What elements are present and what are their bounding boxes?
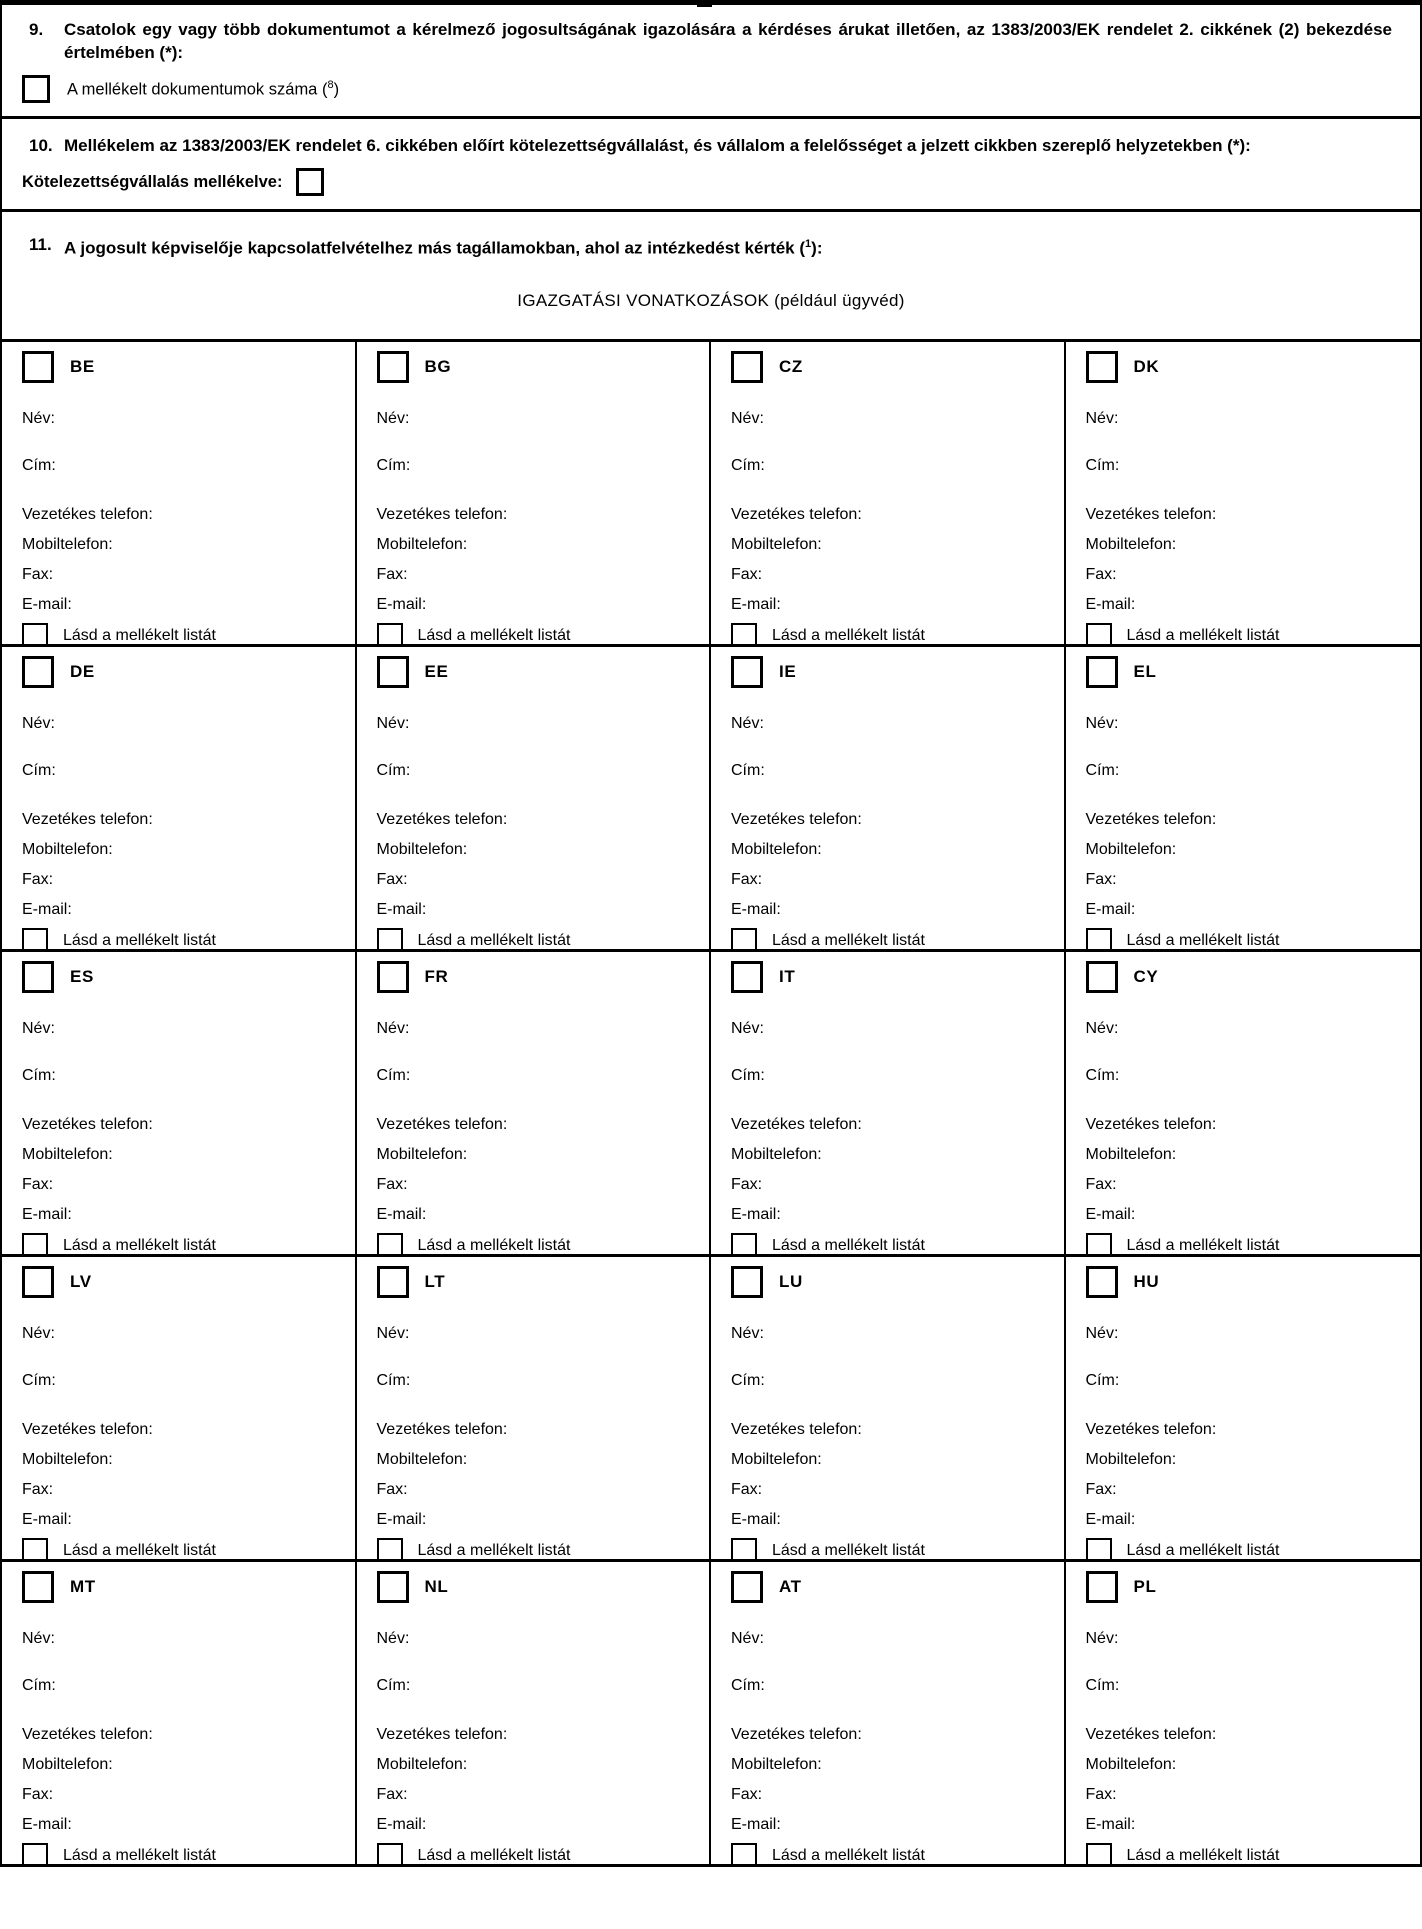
label-fax-LV: Fax: xyxy=(22,1480,54,1498)
see-list-label-PL: Lásd a mellékelt listát xyxy=(1126,1846,1280,1864)
country-EL-checkbox[interactable] xyxy=(1086,656,1118,688)
label-name-EE: Név: xyxy=(376,714,410,732)
label-email-CY: E-mail: xyxy=(1085,1205,1136,1223)
label-name-EL: Név: xyxy=(1085,714,1119,732)
label-landline-DE: Vezetékes telefon: xyxy=(22,810,153,828)
contact-cell-CY-header xyxy=(1086,961,1411,993)
label-landline-LV: Vezetékes telefon: xyxy=(22,1420,153,1438)
country-HU-code: HU xyxy=(1133,1271,1160,1291)
country-LT-code: LT xyxy=(424,1271,446,1291)
label-email-HU: E-mail: xyxy=(1085,1510,1136,1528)
label-landline-PL: Vezetékes telefon: xyxy=(1085,1725,1217,1743)
country-HU-checkbox[interactable] xyxy=(1086,1266,1118,1298)
contact-cell-IE xyxy=(711,647,1066,952)
label-landline-IE: Vezetékes telefon: xyxy=(731,810,862,828)
country-DK-checkbox[interactable] xyxy=(1086,351,1118,383)
label-mobile-LT: Mobiltelefon: xyxy=(376,1450,468,1468)
see-list-row-PL xyxy=(1086,1843,1411,1867)
label-email-FR: E-mail: xyxy=(376,1205,427,1223)
contact-cell-CZ xyxy=(711,342,1066,647)
attached-docs-count-checkbox[interactable] xyxy=(22,75,50,103)
country-ES-checkbox[interactable] xyxy=(22,961,54,993)
country-LT-checkbox[interactable] xyxy=(377,1266,409,1298)
label-address-MT: Cím: xyxy=(22,1676,56,1694)
country-AT-see-list-checkbox[interactable] xyxy=(731,1843,757,1867)
see-list-row-LU xyxy=(731,1538,1054,1562)
label-email-BE: E-mail: xyxy=(22,595,72,613)
see-list-label-MT: Lásd a mellékelt listát xyxy=(63,1846,216,1864)
undertaking-attached-label: Kötelezettségvállalás mellékelve: xyxy=(22,172,283,191)
label-address-FR: Cím: xyxy=(376,1066,411,1084)
label-address-PL: Cím: xyxy=(1085,1676,1120,1694)
country-LV-code: LV xyxy=(70,1271,92,1291)
label-name-BE: Név: xyxy=(22,409,55,427)
label-mobile-ES: Mobiltelefon: xyxy=(22,1145,113,1163)
label-landline-CY: Vezetékes telefon: xyxy=(1085,1115,1217,1133)
label-mobile-EL: Mobiltelefon: xyxy=(1085,840,1177,858)
country-BE-code: BE xyxy=(70,356,95,376)
contact-cell-LU xyxy=(711,1257,1066,1562)
country-CY-code: CY xyxy=(1133,966,1159,986)
label-name-MT: Név: xyxy=(22,1629,55,1647)
label-address-BG: Cím: xyxy=(376,456,411,474)
see-list-label-IE: Lásd a mellékelt listát xyxy=(772,931,925,949)
label-address-AT: Cím: xyxy=(731,1676,765,1694)
see-list-row-IT xyxy=(731,1233,1054,1257)
label-name-FR: Név: xyxy=(376,1019,410,1037)
label-mobile-HU: Mobiltelefon: xyxy=(1085,1450,1177,1468)
contact-cell-IT-header xyxy=(731,961,1054,993)
contact-cell-EE-header xyxy=(377,656,700,688)
label-address-CY: Cím: xyxy=(1085,1066,1120,1084)
label-fax-LT: Fax: xyxy=(376,1480,408,1498)
label-address-LV: Cím: xyxy=(22,1371,56,1389)
see-list-row-BG xyxy=(377,623,700,647)
country-AT-checkbox[interactable] xyxy=(731,1571,763,1603)
contact-cell-CZ-header xyxy=(731,351,1054,383)
label-mobile-IE: Mobiltelefon: xyxy=(731,840,822,858)
section-9-number: 9. xyxy=(29,20,44,39)
country-EE-see-list-checkbox[interactable] xyxy=(377,928,403,952)
contact-cell-EL xyxy=(1066,647,1421,952)
label-address-HU: Cím: xyxy=(1085,1371,1120,1389)
label-mobile-BG: Mobiltelefon: xyxy=(376,535,468,553)
label-fax-EE: Fax: xyxy=(376,870,408,888)
label-fax-MT: Fax: xyxy=(22,1785,54,1803)
country-BG-checkbox[interactable] xyxy=(377,351,409,383)
country-FR-code: FR xyxy=(424,966,449,986)
see-list-row-FR xyxy=(377,1233,700,1257)
label-mobile-AT: Mobiltelefon: xyxy=(731,1755,822,1773)
country-FR-see-list-checkbox[interactable] xyxy=(377,1233,403,1257)
label-landline-IT: Vezetékes telefon: xyxy=(731,1115,862,1133)
see-list-label-ES: Lásd a mellékelt listát xyxy=(63,1236,216,1254)
label-fax-DE: Fax: xyxy=(22,870,54,888)
see-list-label-BG: Lásd a mellékelt listát xyxy=(417,626,571,644)
label-fax-BG: Fax: xyxy=(376,565,408,583)
label-landline-ES: Vezetékes telefon: xyxy=(22,1115,153,1133)
label-landline-HU: Vezetékes telefon: xyxy=(1085,1420,1217,1438)
label-name-LV: Név: xyxy=(22,1324,55,1342)
contact-cell-PL xyxy=(1066,1562,1421,1867)
country-CZ-checkbox[interactable] xyxy=(731,351,763,383)
contact-cell-BG-header xyxy=(377,351,700,383)
country-LU-code: LU xyxy=(779,1271,803,1291)
country-LT-see-list-checkbox[interactable] xyxy=(377,1538,403,1562)
label-name-AT: Név: xyxy=(731,1629,764,1647)
see-list-label-HU: Lásd a mellékelt listát xyxy=(1126,1541,1280,1559)
country-EL-see-list-checkbox[interactable] xyxy=(1086,928,1112,952)
label-fax-PL: Fax: xyxy=(1085,1785,1117,1803)
see-list-label-AT: Lásd a mellékelt listát xyxy=(772,1846,925,1864)
label-email-DK: E-mail: xyxy=(1085,595,1136,613)
label-address-EL: Cím: xyxy=(1085,761,1120,779)
country-AT-code: AT xyxy=(779,1576,802,1596)
label-landline-MT: Vezetékes telefon: xyxy=(22,1725,153,1743)
label-email-IE: E-mail: xyxy=(731,900,781,918)
section-10-text: Mellékelem az 1383/2003/EK rendelet 6. cikkében előírt kötelezettségvállalást, és vállalom a felelősséget a jelzett cikkben szereplő helyzetekben (*): xyxy=(64,136,1251,155)
section-11-text: A jogosult képviselője kapcsolatfelvételhez más tagállamokban, ahol az intézkedést kérték ($^1$): xyxy=(64,238,823,258)
label-landline-LU: Vezetékes telefon: xyxy=(731,1420,862,1438)
country-DK-code: DK xyxy=(1133,356,1160,376)
country-IT-code: IT xyxy=(779,966,796,986)
see-list-row-LT xyxy=(377,1538,700,1562)
contact-cell-LT-header xyxy=(377,1266,700,1298)
contact-cell-PL-header xyxy=(1086,1571,1411,1603)
country-CZ-see-list-checkbox[interactable] xyxy=(731,623,757,647)
country-EL-code: EL xyxy=(1133,661,1157,681)
country-MT-checkbox[interactable] xyxy=(22,1571,54,1603)
country-EE-code: EE xyxy=(424,661,449,681)
label-name-DE: Név: xyxy=(22,714,55,732)
contact-cell-IE-header xyxy=(731,656,1054,688)
label-email-DE: E-mail: xyxy=(22,900,72,918)
contact-cell-AT xyxy=(711,1562,1066,1867)
label-address-LU: Cím: xyxy=(731,1371,765,1389)
country-CY-checkbox[interactable] xyxy=(1086,961,1118,993)
label-mobile-IT: Mobiltelefon: xyxy=(731,1145,822,1163)
contact-cell-BE-header xyxy=(22,351,345,383)
label-mobile-CZ: Mobiltelefon: xyxy=(731,535,822,553)
see-list-row-DK xyxy=(1086,623,1411,647)
section-9 xyxy=(2,5,1420,119)
see-list-row-AT xyxy=(731,1843,1054,1867)
see-list-label-LV: Lásd a mellékelt listát xyxy=(63,1541,216,1559)
see-list-row-IE xyxy=(731,928,1054,952)
see-list-label-EL: Lásd a mellékelt listát xyxy=(1126,931,1280,949)
contact-cell-AT-header xyxy=(731,1571,1054,1603)
label-name-CY: Név: xyxy=(1085,1019,1119,1037)
country-HU-see-list-checkbox[interactable] xyxy=(1086,1538,1112,1562)
label-address-BE: Cím: xyxy=(22,456,56,474)
see-list-label-IT: Lásd a mellékelt listát xyxy=(772,1236,925,1254)
see-list-row-ES xyxy=(22,1233,345,1257)
see-list-row-HU xyxy=(1086,1538,1411,1562)
country-IT-see-list-checkbox[interactable] xyxy=(731,1233,757,1257)
country-ES-code: ES xyxy=(70,966,94,986)
label-fax-CY: Fax: xyxy=(1085,1175,1117,1193)
country-DE-see-list-checkbox[interactable] xyxy=(22,928,48,952)
label-fax-NL: Fax: xyxy=(376,1785,408,1803)
label-email-EE: E-mail: xyxy=(376,900,427,918)
label-address-CZ: Cím: xyxy=(731,456,765,474)
label-name-HU: Név: xyxy=(1085,1324,1119,1342)
label-fax-ES: Fax: xyxy=(22,1175,54,1193)
country-NL-code: NL xyxy=(424,1576,449,1596)
contact-cell-BE xyxy=(2,342,357,647)
label-email-PL: E-mail: xyxy=(1085,1815,1136,1833)
country-LV-checkbox[interactable] xyxy=(22,1266,54,1298)
see-list-row-LV xyxy=(22,1538,345,1562)
label-landline-EE: Vezetékes telefon: xyxy=(376,810,508,828)
see-list-label-LU: Lásd a mellékelt listát xyxy=(772,1541,925,1559)
contact-cell-HU-header xyxy=(1086,1266,1411,1298)
label-name-IT: Név: xyxy=(731,1019,764,1037)
section-10-number: 10. xyxy=(29,136,53,155)
contact-cell-LV-header xyxy=(22,1266,345,1298)
country-LV-see-list-checkbox[interactable] xyxy=(22,1538,48,1562)
label-address-IT: Cím: xyxy=(731,1066,765,1084)
see-list-label-CY: Lásd a mellékelt listát xyxy=(1126,1236,1280,1254)
contact-cell-FR xyxy=(357,952,712,1257)
country-CZ-code: CZ xyxy=(779,356,803,376)
label-landline-FR: Vezetékes telefon: xyxy=(376,1115,508,1133)
label-fax-LU: Fax: xyxy=(731,1480,763,1498)
label-fax-HU: Fax: xyxy=(1085,1480,1117,1498)
country-FR-checkbox[interactable] xyxy=(377,961,409,993)
label-email-CZ: E-mail: xyxy=(731,595,781,613)
label-address-LT: Cím: xyxy=(376,1371,411,1389)
country-ES-see-list-checkbox[interactable] xyxy=(22,1233,48,1257)
country-DE-code: DE xyxy=(70,661,95,681)
contact-cell-NL xyxy=(357,1562,712,1867)
contact-cell-IT xyxy=(711,952,1066,1257)
label-mobile-LV: Mobiltelefon: xyxy=(22,1450,113,1468)
label-fax-DK: Fax: xyxy=(1085,565,1117,583)
contact-cell-LV xyxy=(2,1257,357,1562)
country-BG-see-list-checkbox[interactable] xyxy=(377,623,403,647)
label-email-AT: E-mail: xyxy=(731,1815,781,1833)
label-email-ES: E-mail: xyxy=(22,1205,72,1223)
label-landline-BG: Vezetékes telefon: xyxy=(376,505,508,523)
see-list-row-NL xyxy=(377,1843,700,1867)
see-list-row-DE xyxy=(22,928,345,952)
country-BG-code: BG xyxy=(424,356,452,376)
label-name-LU: Név: xyxy=(731,1324,764,1342)
label-mobile-NL: Mobiltelefon: xyxy=(376,1755,468,1773)
label-name-CZ: Név: xyxy=(731,409,764,427)
contact-cell-LT xyxy=(357,1257,712,1562)
section-9-text: Csatolok egy vagy több dokumentumot a kérelmező jogosultságának igazolására a kérdéses árukat illetően, az 1383/2003/EK rendelet 2. cikkének (2) bekezdése értelmében (*): xyxy=(64,20,1392,62)
see-list-label-DE: Lásd a mellékelt listát xyxy=(63,931,216,949)
country-LU-see-list-checkbox[interactable] xyxy=(731,1538,757,1562)
contact-cell-DE-header xyxy=(22,656,345,688)
label-email-MT: E-mail: xyxy=(22,1815,72,1833)
label-mobile-BE: Mobiltelefon: xyxy=(22,535,113,553)
contact-cell-EL-header xyxy=(1086,656,1411,688)
label-fax-FR: Fax: xyxy=(376,1175,408,1193)
label-email-BG: E-mail: xyxy=(376,595,427,613)
label-fax-IT: Fax: xyxy=(731,1175,763,1193)
country-BE-see-list-checkbox[interactable] xyxy=(22,623,48,647)
label-mobile-FR: Mobiltelefon: xyxy=(376,1145,468,1163)
see-list-label-CZ: Lásd a mellékelt listát xyxy=(772,626,925,644)
label-mobile-DK: Mobiltelefon: xyxy=(1085,535,1177,553)
country-NL-see-list-checkbox[interactable] xyxy=(377,1843,403,1867)
label-fax-EL: Fax: xyxy=(1085,870,1117,888)
country-DE-checkbox[interactable] xyxy=(22,656,54,688)
country-EE-checkbox[interactable] xyxy=(377,656,409,688)
label-email-EL: E-mail: xyxy=(1085,900,1136,918)
label-mobile-MT: Mobiltelefon: xyxy=(22,1755,113,1773)
country-MT-code: MT xyxy=(70,1576,96,1596)
label-address-EE: Cím: xyxy=(376,761,411,779)
label-fax-CZ: Fax: xyxy=(731,565,763,583)
undertaking-attached-checkbox[interactable] xyxy=(296,168,324,196)
label-mobile-PL: Mobiltelefon: xyxy=(1085,1755,1177,1773)
label-landline-DK: Vezetékes telefon: xyxy=(1085,505,1217,523)
label-landline-NL: Vezetékes telefon: xyxy=(376,1725,508,1743)
label-email-IT: E-mail: xyxy=(731,1205,781,1223)
label-address-IE: Cím: xyxy=(731,761,765,779)
contact-cell-MT xyxy=(2,1562,357,1867)
label-name-BG: Név: xyxy=(376,409,410,427)
country-IE-see-list-checkbox[interactable] xyxy=(731,928,757,952)
country-PL-see-list-checkbox[interactable] xyxy=(1086,1843,1112,1867)
contact-cell-LU-header xyxy=(731,1266,1054,1298)
contact-cell-ES xyxy=(2,952,357,1257)
section-11 xyxy=(2,212,1420,342)
see-list-row-BE xyxy=(22,623,345,647)
see-list-row-CY xyxy=(1086,1233,1411,1257)
see-list-label-BE: Lásd a mellékelt listát xyxy=(63,626,216,644)
label-mobile-DE: Mobiltelefon: xyxy=(22,840,113,858)
label-landline-CZ: Vezetékes telefon: xyxy=(731,505,862,523)
label-fax-AT: Fax: xyxy=(731,1785,763,1803)
country-IE-checkbox[interactable] xyxy=(731,656,763,688)
contact-cell-CY xyxy=(1066,952,1421,1257)
label-name-PL: Név: xyxy=(1085,1629,1119,1647)
contact-cell-DE xyxy=(2,647,357,952)
label-fax-BE: Fax: xyxy=(22,565,54,583)
label-address-NL: Cím: xyxy=(376,1676,411,1694)
country-IT-checkbox[interactable] xyxy=(731,961,763,993)
administrative-aspects-title: IGAZGATÁSI VONATKOZÁSOK (például ügyvéd) xyxy=(517,290,905,310)
label-fax-IE: Fax: xyxy=(731,870,763,888)
see-list-row-CZ xyxy=(731,623,1054,647)
contact-cell-MT-header xyxy=(22,1571,345,1603)
see-list-row-MT xyxy=(22,1843,345,1867)
see-list-row-EL xyxy=(1086,928,1411,952)
see-list-label-DK: Lásd a mellékelt listát xyxy=(1126,626,1280,644)
label-landline-BE: Vezetékes telefon: xyxy=(22,505,153,523)
label-name-ES: Név: xyxy=(22,1019,55,1037)
label-address-ES: Cím: xyxy=(22,1066,56,1084)
label-email-LV: E-mail: xyxy=(22,1510,72,1528)
label-name-DK: Név: xyxy=(1085,409,1119,427)
country-NL-checkbox[interactable] xyxy=(377,1571,409,1603)
contact-cell-FR-header xyxy=(377,961,700,993)
see-list-label-NL: Lásd a mellékelt listát xyxy=(417,1846,571,1864)
label-landline-EL: Vezetékes telefon: xyxy=(1085,810,1217,828)
label-mobile-CY: Mobiltelefon: xyxy=(1085,1145,1177,1163)
see-list-label-FR: Lásd a mellékelt listát xyxy=(417,1236,571,1254)
country-PL-code: PL xyxy=(1133,1576,1157,1596)
label-mobile-EE: Mobiltelefon: xyxy=(376,840,468,858)
attached-docs-count-label: A mellékelt dokumentumok száma ($^8$) xyxy=(67,78,340,99)
country-MT-see-list-checkbox[interactable] xyxy=(22,1843,48,1867)
country-IE-code: IE xyxy=(779,661,797,681)
contact-cell-BG xyxy=(357,342,712,647)
contact-cell-ES-header xyxy=(22,961,345,993)
label-landline-AT: Vezetékes telefon: xyxy=(731,1725,862,1743)
label-email-LU: E-mail: xyxy=(731,1510,781,1528)
label-mobile-LU: Mobiltelefon: xyxy=(731,1450,822,1468)
section-11-number: 11. xyxy=(29,235,52,254)
country-PL-checkbox[interactable] xyxy=(1086,1571,1118,1603)
contacts-grid xyxy=(2,342,1420,1867)
country-LU-checkbox[interactable] xyxy=(731,1266,763,1298)
contact-cell-EE xyxy=(357,647,712,952)
country-DK-see-list-checkbox[interactable] xyxy=(1086,623,1112,647)
see-list-label-LT: Lásd a mellékelt listát xyxy=(417,1541,571,1559)
label-landline-LT: Vezetékes telefon: xyxy=(376,1420,508,1438)
contact-cell-DK-header xyxy=(1086,351,1411,383)
label-address-DE: Cím: xyxy=(22,761,56,779)
see-list-label-EE: Lásd a mellékelt listát xyxy=(417,931,571,949)
label-email-NL: E-mail: xyxy=(376,1815,427,1833)
crop-mark xyxy=(697,0,712,7)
see-list-row-EE xyxy=(377,928,700,952)
contact-cell-DK xyxy=(1066,342,1421,647)
label-email-LT: E-mail: xyxy=(376,1510,427,1528)
label-name-LT: Név: xyxy=(376,1324,410,1342)
contact-cell-HU xyxy=(1066,1257,1421,1562)
country-BE-checkbox[interactable] xyxy=(22,351,54,383)
contact-cell-NL-header xyxy=(377,1571,700,1603)
country-CY-see-list-checkbox[interactable] xyxy=(1086,1233,1112,1257)
label-name-NL: Név: xyxy=(376,1629,410,1647)
label-address-DK: Cím: xyxy=(1085,456,1120,474)
section-10 xyxy=(2,119,1420,212)
label-name-IE: Név: xyxy=(731,714,764,732)
